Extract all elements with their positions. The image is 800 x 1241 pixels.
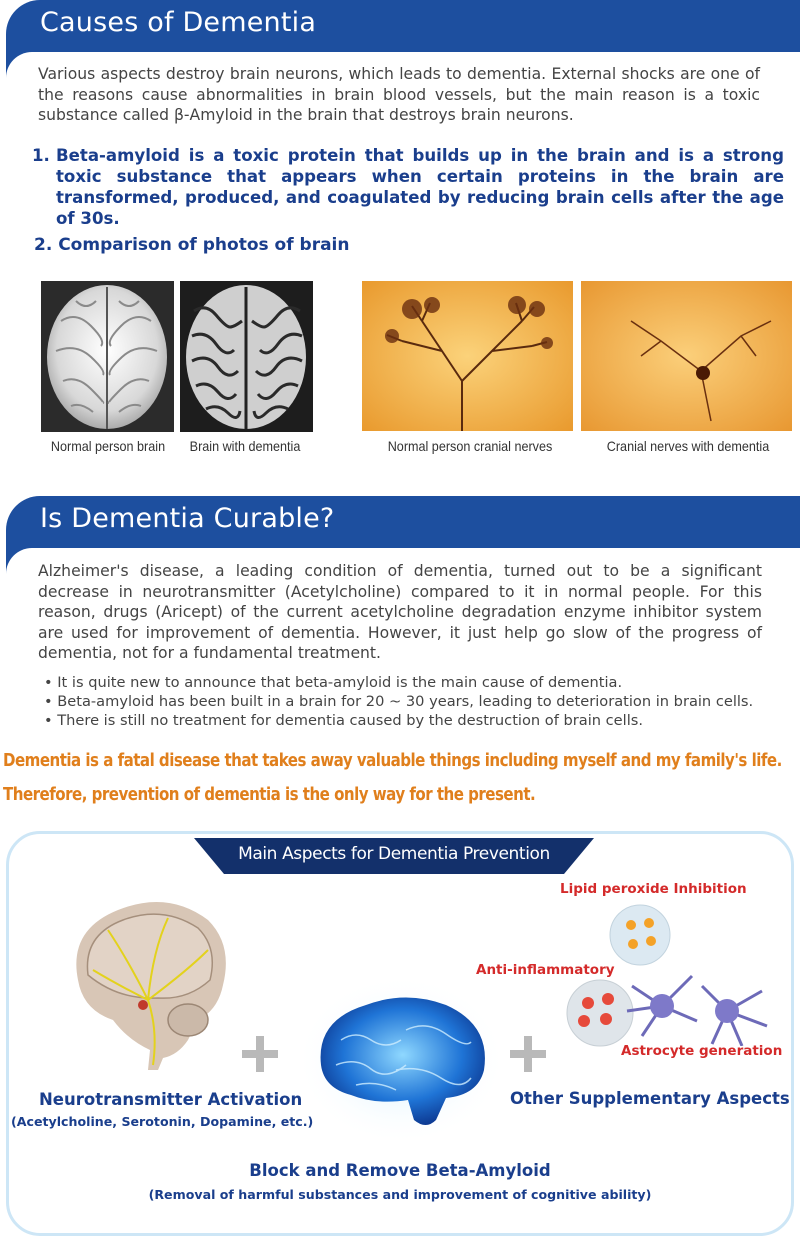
astrocyte-icon (622, 966, 772, 1046)
label-lipid: Lipid peroxide Inhibition (560, 881, 747, 897)
label-astrocyte: Astrocyte generation (621, 1043, 783, 1059)
caption-dementia-brain: Brain with dementia (189, 438, 301, 454)
point-1-number: 1. (32, 146, 50, 165)
point-1 (32, 145, 784, 229)
lipid-molecule-icon (609, 904, 671, 966)
bullet-item: • It is quite new to announce that beta-amyloid is the main cause of dementia. (44, 674, 623, 691)
head-neuro-illustration (58, 890, 238, 1070)
bullet-item: • Beta-amyloid has been built in a brain for 20 ~ 30 years, leading to deterioration in brain cells. (44, 693, 754, 710)
label-anti-inflammatory: Anti-inflammatory (476, 962, 615, 978)
causes-intro: Various aspects destroy brain neurons, which leads to dementia. External shocks are one of the reasons cause abnormalities in brain blood vessels, but the main reason is a toxic substance called β-Amyloid in the brain that destroys brain neurons. (38, 65, 760, 124)
caption-normal-brain: Normal person brain (50, 438, 166, 454)
caption-normal-nerves: Normal person cranial nerves (387, 438, 553, 454)
curable-body: Alzheimer's disease, a leading condition of dementia, turned out to be a significant decrease in neurotransmitter (Acetylcholine) compared to it in normal people. For this reason, drugs (Aricept) of the current acetylcholine degradation enzyme inhibitor system are used for improvement of dementia. However, it just help go slow of the progress of dementia, not for a fundamental treatment. (38, 562, 762, 662)
dementia-nerves-photo (581, 281, 792, 431)
bullet-item: • There is still no treatment for dementia caused by the destruction of brain cells. (44, 712, 643, 729)
plus-icon-right (510, 1036, 546, 1072)
glowing-brain-illustration (296, 980, 506, 1150)
normal-brain-photo (41, 281, 174, 432)
block-title: Block and Remove Beta-Amyloid (249, 1161, 551, 1180)
curable-bullets (44, 673, 784, 730)
section-banner-curable (6, 496, 800, 548)
neuro-sub: (Acetylcholine, Serotonin, Dopamine, etc.) (11, 1114, 314, 1129)
block-sub: (Removal of harmful substances and improvement of cognitive ability) (148, 1187, 652, 1202)
normal-nerves-photo (362, 281, 573, 431)
plus-icon-left (242, 1036, 278, 1072)
neuro-title: Neurotransmitter Activation (39, 1090, 303, 1109)
section-title-curable: Is Dementia Curable? (40, 503, 335, 534)
prevention-title: Main Aspects for Dementia Prevention (238, 844, 550, 864)
other-aspects: Other Supplementary Aspects (510, 1089, 790, 1108)
callout-line-1: Dementia is a fatal disease that takes away valuable things including myself and my family's life. (3, 751, 782, 771)
point-1-text: Beta-amyloid is a toxic protein that builds up in the brain and is a strong toxic substance that appears when certain proteins in the brain are transformed, produced, and coagulated by reducing brain cells after the age of 30s. (56, 146, 784, 228)
section-title-causes: Causes of Dementia (40, 7, 317, 38)
dementia-brain-photo (180, 281, 313, 432)
callout-line-2: Therefore, prevention of dementia is the only way for the present. (3, 785, 536, 805)
section-banner-causes (6, 0, 800, 52)
point-2: 2. Comparison of photos of brain (34, 235, 350, 255)
prevention-title-tab (194, 838, 594, 874)
caption-dementia-nerves: Cranial nerves with dementia (606, 438, 770, 454)
